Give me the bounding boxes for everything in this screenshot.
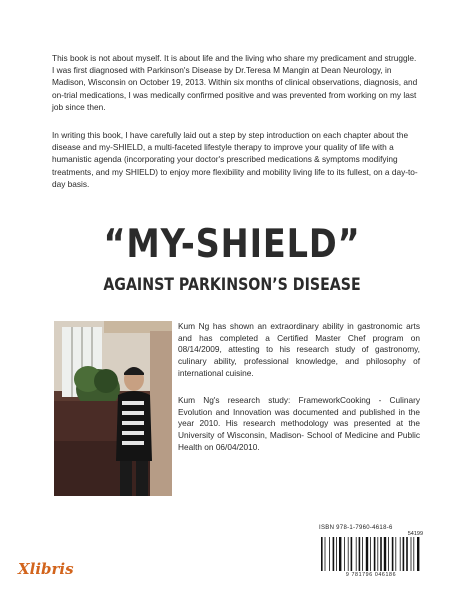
author-bio-paragraph: Kum Ng has shown an extraordinary ability in gastronomic arts and has completed a Certified Master Chef program on 08/14/2009, attesting to his research study of gastronomy, culinary ability, professional knowledge, and philosophy of international cuisine. — [178, 321, 420, 378]
price-code: 54199 — [407, 531, 423, 537]
barcode-digits: 9 781796 046186 — [345, 572, 397, 578]
barcode-bars — [319, 537, 423, 571]
description-paragraph: In writing this book, I have carefully laid out a step by step introduction on each chapter about the disease and my-SHIELD, a multi-faceted lifestyle therapy to improve your quality of life with a humanistic agenda (incorporating your doctor's prescribed medications & symptoms modifying treatments, and my SHIELD) to enjoy more flexibility and mobility living life to its fullest, on a day-to-day basis. — [52, 130, 418, 189]
intro-paragraph: This book is not about myself. It is about life and the living who share my predicament and struggle. I was first diagnosed with Parkinson's Disease by Dr.Teresa M Mangin at Dean Neurology, in Madison, Wisconsin on October 19, 2013. Within six months of clinical observations, diagnosis, and on-trial medications, I was medically confirmed positive and was prevented from working on my last job since then. — [52, 53, 418, 112]
publisher-logo: Xlibris — [18, 560, 74, 578]
isbn-barcode — [319, 525, 423, 580]
isbn-text: ISBN 978-1-7960-4618-6 — [319, 525, 393, 531]
book-title: “MY-SHIELD” — [103, 222, 361, 267]
research-paragraph: Kum Ng's research study: FrameworkCooking - Culinary Evolution and Innovation was documented and published in the year 2010. His research methodology was presented at the University of Wisconsin, Madison- School of Medicine and Public Health on 06/04/2010. — [178, 395, 420, 452]
author-photo-illustration — [54, 321, 172, 496]
book-subtitle: AGAINST PARKINSON’S DISEASE — [103, 275, 361, 294]
author-photo — [54, 321, 172, 496]
